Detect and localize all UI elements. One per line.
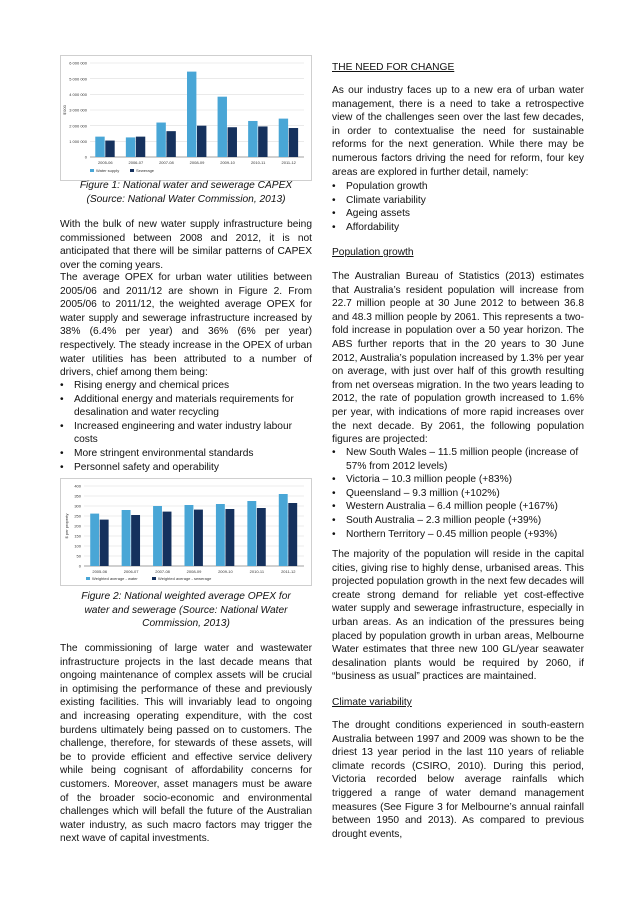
bar-sewerage [228, 127, 237, 157]
bar-water [187, 72, 196, 157]
legend-label: Weighted average - water [92, 576, 138, 581]
list-item: • Increased engineering and water industry labour costs [60, 420, 312, 447]
x-tick-label: 2011-12 [281, 569, 296, 574]
section-heading-need-for-change: THE NEED FOR CHANGE [332, 62, 455, 73]
list-item: • Population growth [332, 180, 584, 194]
y-tick-label: 3 000 000 [69, 107, 87, 113]
x-tick-label: 2007-08 [155, 569, 170, 574]
x-tick-label: 2009-10 [220, 160, 235, 165]
bar-water [153, 506, 162, 566]
list-item: • Additional energy and materials requirements for desalination and water recycling [60, 393, 312, 420]
y-tick-label: 150 [74, 533, 81, 539]
list-item: • Personnel safety and operability [60, 461, 312, 475]
bar-water [156, 123, 165, 157]
list-item: • Northern Territory – 0.45 million people (+93%) [332, 528, 584, 542]
paragraph: The Australian Bureau of Statistics (2013) estimates that Australia’s resident population will increase from 22.7 million people at 30 June 2012 to between 36.8 and 48.3 million people by 2061. This represents a two-fold increase in population over a 50 year horizon. The ABS further reports that in the 20 years to 30 June 2012, Australia’s population increased by 1.3% per year on average, with just over half of this growth resulting from net overseas migration. In the two years leading to 2012, the rate of population growth increased to 1.6% per year, with indications of more rapid increases over the next decade. By 2061, the following population figures are projected: [332, 271, 584, 446]
bar-sewerage [166, 131, 175, 157]
x-tick-label: 2006-07 [128, 160, 144, 165]
bar-water [126, 137, 135, 157]
bar-water [279, 119, 288, 157]
bar-sewerage [136, 137, 145, 157]
bar-water [90, 514, 99, 566]
y-tick-label: 50 [76, 553, 81, 559]
section-heading-climate-variability: Climate variability [332, 697, 412, 708]
y-tick-label: 4 000 000 [69, 91, 87, 97]
paragraph: The average OPEX for urban water utilities between 2005/06 and 2011/12 are shown in Figure 2. From 2005/06 to 2011/12, the weighted average OPEX for water supply and sewerage infrastructure increased by 38% (6.4% per year) and 36% (6% per year) respectively. The steady increase in the OPEX of urban water utilities has been attributed to a number of drivers, chief among them being: [60, 272, 312, 379]
legend-label: Water supply [96, 168, 120, 173]
bar-water [247, 501, 256, 566]
y-tick-label: 0 [78, 563, 81, 569]
legend-swatch [90, 169, 94, 172]
key-areas-list [332, 180, 584, 234]
list-item: • Climate variability [332, 194, 584, 208]
bar-sewerage [225, 509, 234, 566]
bar-water [95, 137, 104, 157]
paragraph: The majority of the population will reside in the capital cities, giving rise to highly dense, urbanised areas. This projected population growth in the next few decades will create strong demand for reliable yet cost-effective water supply and sewerage infrastructure, especially in urban areas. As an indication of the pressures being placed by population growth in urban areas, Melbourne Water estimates that three new 100 GL/year seawater desalination plants would be required by 2060, if “business as usual” practices are maintained. [332, 549, 585, 683]
figure-1-caption: Figure 1: National water and sewerage CAPEX (Source: National Water Commission, 2013) [79, 180, 293, 205]
list-item: • Victoria – 10.3 million people (+83%) [332, 473, 584, 487]
bar-sewerage [197, 126, 206, 157]
list-item: • Queensland – 9.3 million (+102%) [332, 487, 584, 501]
legend-swatch [130, 169, 134, 172]
y-tick-label: 400 [74, 483, 81, 489]
x-tick-label: 2010-11 [250, 160, 266, 165]
bar-sewerage [258, 126, 267, 157]
paragraph: The drought conditions experienced in south-eastern Australia between 1997 and 2009 was shown to be the driest 13 year period in the last 110 years of reliable climate records (CSIRO, 2010). During this period, Victoria recorded below average rainfalls which triggered a range of water demand management measures (See Figure 3 for Melbourne’s annual rainfall between 1950 and 2013). As compared to previous drought events, [332, 720, 584, 840]
drivers-list [60, 379, 312, 474]
y-tick-label: 250 [74, 513, 81, 519]
section-heading-population-growth: Population growth [332, 247, 414, 258]
y-axis-label: $'000 [62, 105, 67, 115]
list-item: • Western Australia – 6.4 million people (+167%) [332, 500, 584, 514]
legend-label: Sewerage [136, 168, 155, 173]
x-tick-label: 2008-09 [189, 160, 205, 165]
list-item: • More stringent environmental standards [60, 447, 312, 461]
legend-label: Weighted average - sewerage [158, 576, 212, 581]
y-tick-label: 300 [74, 503, 81, 509]
bar-water [122, 510, 131, 566]
x-tick-label: 2005-06 [97, 160, 113, 165]
list-item: • Affordability [332, 221, 584, 235]
bar-water [248, 121, 257, 157]
list-item: • New South Wales – 11.5 million people (increase of 57% from 2012 levels) [332, 446, 584, 473]
figure-2-chart [60, 478, 312, 586]
y-tick-label: 2 000 000 [69, 123, 87, 129]
list-item: • Rising energy and chemical prices [60, 379, 312, 393]
bar-sewerage [131, 515, 140, 566]
y-axis-label: $ per property [64, 513, 69, 539]
bar-water [216, 504, 225, 566]
paragraph: As our industry faces up to a new era of urban water management, there is a need to take a retrospective view of the challenges seen over the last few decades, in order to contextualise the need for sustainable reforms for the next generation. While there may be numerous factors driving the need for reform, four key areas are explored in further detail, namely: [332, 85, 584, 178]
legend-swatch [86, 577, 90, 580]
bar-sewerage [194, 510, 203, 566]
list-item: • South Australia – 2.3 million people (+39%) [332, 514, 584, 528]
bar-water [279, 494, 288, 566]
y-tick-label: 100 [74, 543, 81, 549]
y-tick-label: 200 [74, 523, 81, 529]
bar-sewerage [289, 128, 298, 157]
y-tick-label: 0 [84, 154, 87, 160]
x-tick-label: 2009-10 [218, 569, 233, 574]
y-tick-label: 350 [74, 493, 81, 499]
figure-1-chart [60, 55, 312, 181]
paragraph: The commissioning of large water and wastewater infrastructure projects in the last decade means that ongoing maintenance of complex assets will be crucial in optimising the performance of these and previously existing facilities. This will invariably lead to ongoing and increasing operating expenditure, with the cost burdens ultimately being passed on to customers. The challenge, therefore, for stewards of these assets, will be to provide efficient and effective service delivery while being cognisant of affordability concerns for customers. Moreover, asset managers must be aware of the broader socio-economic and environmental challenges which will befall the future of the Australian water industry, as such macro factors may trigger the next wave of capital investments. [60, 643, 312, 845]
bar-water [218, 97, 227, 157]
bar-water [185, 505, 194, 566]
bar-sewerage [288, 503, 297, 566]
population-projections-list [332, 446, 584, 541]
bar-sewerage [100, 520, 109, 566]
y-tick-label: 1 000 000 [69, 138, 87, 144]
bar-sewerage [163, 512, 172, 566]
x-tick-label: 2006-07 [123, 569, 139, 574]
x-tick-label: 2007-08 [159, 160, 174, 165]
y-tick-label: 5 000 000 [69, 76, 87, 82]
x-tick-label: 2005-06 [92, 569, 108, 574]
list-item: • Ageing assets [332, 207, 584, 221]
legend-swatch [152, 577, 156, 580]
paragraph: With the bulk of new water supply infrastructure being commissioned between 2008 and 2012, it is not anticipated that there will be similar patterns of CAPEX over the coming years. [60, 219, 312, 271]
bar-sewerage [105, 141, 114, 157]
y-tick-label: 6 000 000 [69, 60, 87, 66]
x-tick-label: 2011-12 [281, 160, 296, 165]
bar-sewerage [257, 508, 266, 566]
figure-2-caption: Figure 2: National weighted average OPEX for water and sewerage (Source: National Water Commission, 2013) [81, 591, 291, 630]
x-tick-label: 2008-09 [186, 569, 202, 574]
x-tick-label: 2010-11 [249, 569, 265, 574]
